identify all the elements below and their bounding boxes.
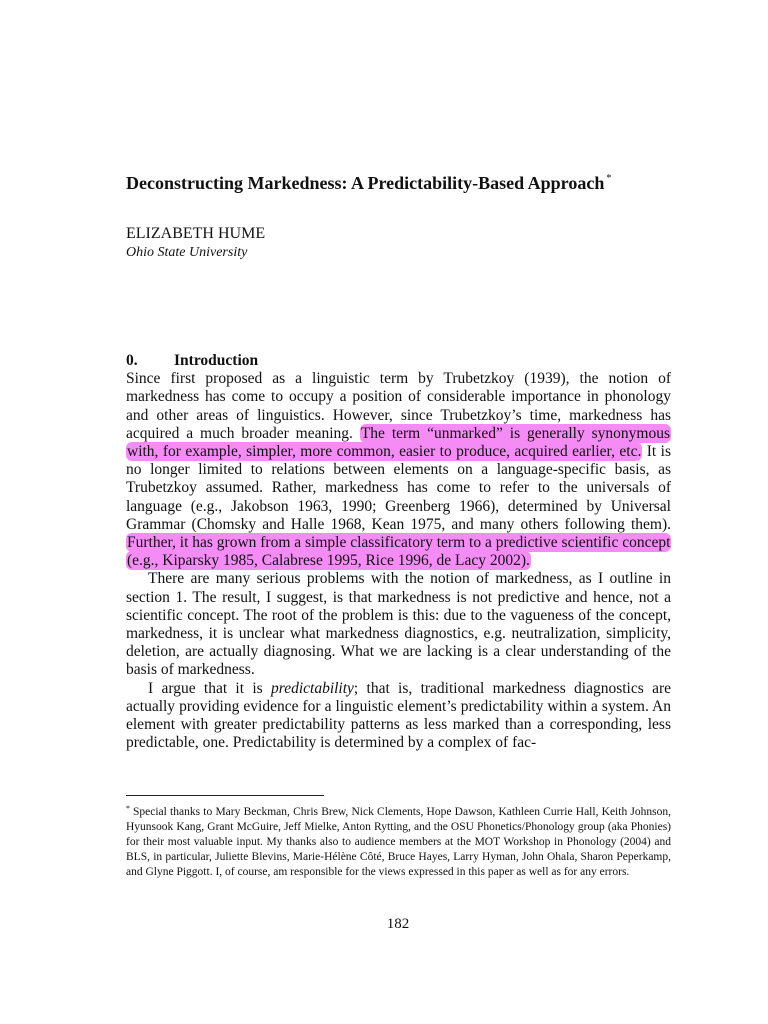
paragraph-3-text-a: I argue that it is: [148, 679, 271, 697]
section-number: 0.: [126, 352, 138, 369]
paper-title: [126, 167, 686, 195]
paragraph-1-text-a: Since first proposed as a linguistic term by Trubetzkoy (1939), the notion of markedness has come to occupy a position of considerable importance in phonology and other areas of linguistics. However, since Trubetzkoy’s time, markedness has acquired a much broader meaning.: [126, 370, 671, 442]
paragraph-1-text-b: It is no longer limited to relations between elements on a language-specific basis, as Trubetzkoy assumed. Rather, markedness has come to refer to the universals of language (e.g., Jakobson 1963, 1990; Greenberg 1966), determined by Universal Grammar (Chomsky and Halle 1968, Kean 1975, and many others following them).: [126, 443, 671, 533]
highlight-1[interactable]: The term “unmarked” is generally synonymous with, for example, simpler, more common, easier to produce, acquired earlier, etc.: [127, 424, 670, 461]
title-footnote-marker[interactable]: *: [606, 173, 612, 184]
footnote-divider: [126, 795, 324, 796]
footnote: [126, 801, 671, 880]
paragraph-1: [126, 370, 671, 570]
footnote-marker: *: [126, 804, 130, 813]
body-text: [126, 352, 671, 752]
section-title: Introduction: [174, 352, 259, 369]
author-name: ELIZABETH HUME: [126, 225, 266, 242]
page-number: 182: [386, 916, 410, 932]
highlight-2[interactable]: Further, it has grown from a simple classificatory term to a predictive scientific concept (e.g., Kiparsky 1985, Calabrese 1995, Rice 1996, de Lacy 2002).: [127, 534, 671, 570]
paragraph-3-text-b: ; that is, traditional markedness diagnostics are actually providing evidence for a linguistic element’s predictability within a system. An element with greater predictability patterns as less marked than a corresponding, less predictable, one. Predictability is determined by a complex of fac-: [126, 679, 671, 752]
section-heading: [126, 352, 671, 370]
paragraph-3: [126, 680, 671, 753]
emphasis-predictability: predictability: [270, 679, 354, 697]
footnote-text: Special thanks to Mary Beckman, Chris Brew, Nick Clements, Hope Dawson, Kathleen Currie Hall, Keith Johnson, Hyunsook Kang, Grant McGuire, Jeff Mielke, Anton Rytting, and the OSU Phonetics/Phonology group (aka Phonies) for their most valuable input. My thanks also to audience members at the MOT Workshop in Phonology (2004) and BLS, in particular, Juliette Blevins, Marie-Hélène Côté, Bruce Hayes, Larry Hyman, John Ohala, Sharon Peperkamp, and Glyne Piggott. I, of course, am responsible for the views expressed in this paper as well as for any errors.: [126, 806, 671, 878]
paper-title-text: Deconstructing Markedness: A Predictability-Based Approach: [126, 173, 605, 193]
author-affiliation: Ohio State University: [126, 245, 248, 260]
paragraph-2: There are many serious problems with the notion of markedness, as I outline in section 1. The result, I suggest, is that markedness is not predictive and hence, not a scientific concept. The root of the problem is this: due to the vagueness of the concept, markedness, it is unclear what markedness diagnostics, e.g. neutralization, simplicity, deletion, are actually diagnosing. What we are lacking is a clear understanding of the basis of markedness.: [126, 570, 671, 679]
